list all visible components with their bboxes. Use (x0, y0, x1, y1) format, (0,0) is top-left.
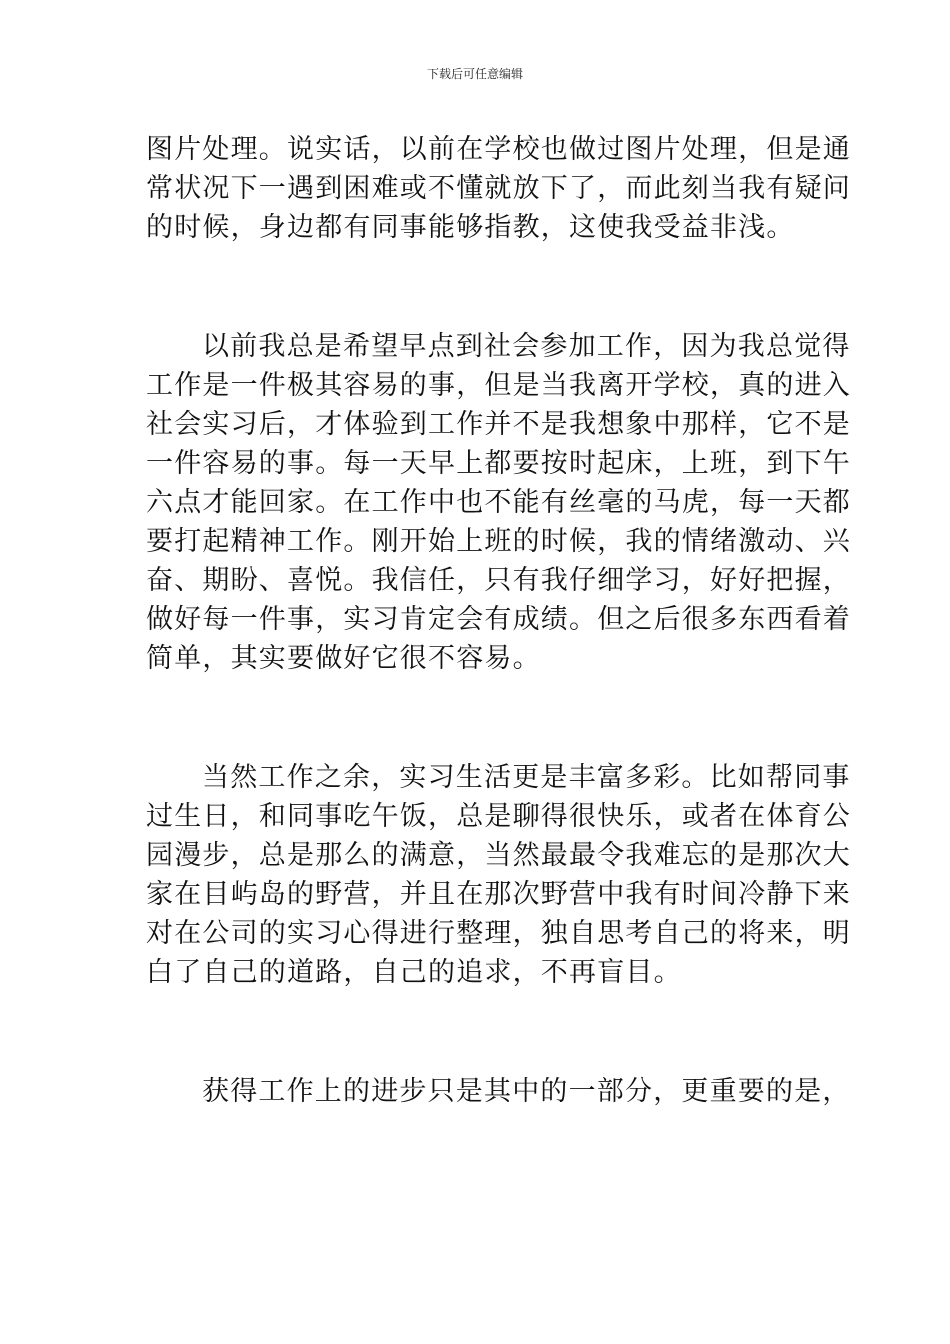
paragraph-3 (146, 758, 851, 992)
paragraph-spacer (146, 992, 826, 1072)
paragraph-line: 一件容易的事。每一天早上都要按时起床，上班，到下午 (146, 448, 851, 479)
paragraph-line: 六点才能回家。在工作中也不能有丝毫的马虎，每一天都 (146, 487, 851, 518)
paragraph-line: 对在公司的实习心得进行整理，独自思考自己的将来，明 (146, 918, 851, 949)
paragraph-line: 做好每一件事，实习肯定会有成绩。但之后很多东西看着 (146, 604, 851, 635)
paragraph-line: 奋、期盼、喜悦。我信任，只有我仔细学习，好好把握， (146, 565, 851, 596)
paragraph-1 (146, 130, 851, 247)
paragraph-line: 常状况下一遇到困难或不懂就放下了，而此刻当我有疑问 (146, 173, 851, 204)
paragraph-line: 家在目屿岛的野营，并且在那次野营中我有时间冷静下来 (146, 879, 851, 910)
paragraph-4 (146, 1072, 851, 1111)
paragraph-line: 要打起精神工作。刚开始上班的时候，我的情绪激动、兴 (146, 526, 851, 557)
paragraph-spacer (146, 247, 826, 327)
paragraph-line: 获得工作上的进步只是其中的一部分，更重要的是， (202, 1076, 851, 1107)
document-body (146, 130, 851, 1111)
paragraph-line: 白了自己的道路，自己的追求，不再盲目。 (146, 957, 682, 988)
paragraph-2 (146, 327, 851, 678)
paragraph-line: 过生日，和同事吃午饭，总是聊得很快乐，或者在体育公 (146, 801, 851, 832)
paragraph-line: 简单，其实要做好它很不容易。 (146, 643, 541, 674)
paragraph-line: 当然工作之余，实习生活更是丰富多彩。比如帮同事 (202, 762, 851, 793)
paragraph-line: 园漫步，总是那么的满意，当然最最令我难忘的是那次大 (146, 840, 851, 871)
paragraph-line: 社会实习后，才体验到工作并不是我想象中那样，它不是 (146, 409, 851, 440)
paragraph-spacer (146, 678, 826, 758)
page-header: 下载后可任意编辑 (426, 67, 523, 81)
paragraph-line: 工作是一件极其容易的事，但是当我离开学校，真的进入 (146, 370, 851, 401)
paragraph-line: 以前我总是希望早点到社会参加工作，因为我总觉得 (202, 331, 851, 362)
paragraph-line: 的时候，身边都有同事能够指教，这使我受益非浅。 (146, 212, 795, 243)
paragraph-line: 图片处理。说实话，以前在学校也做过图片处理，但是通 (146, 134, 851, 165)
